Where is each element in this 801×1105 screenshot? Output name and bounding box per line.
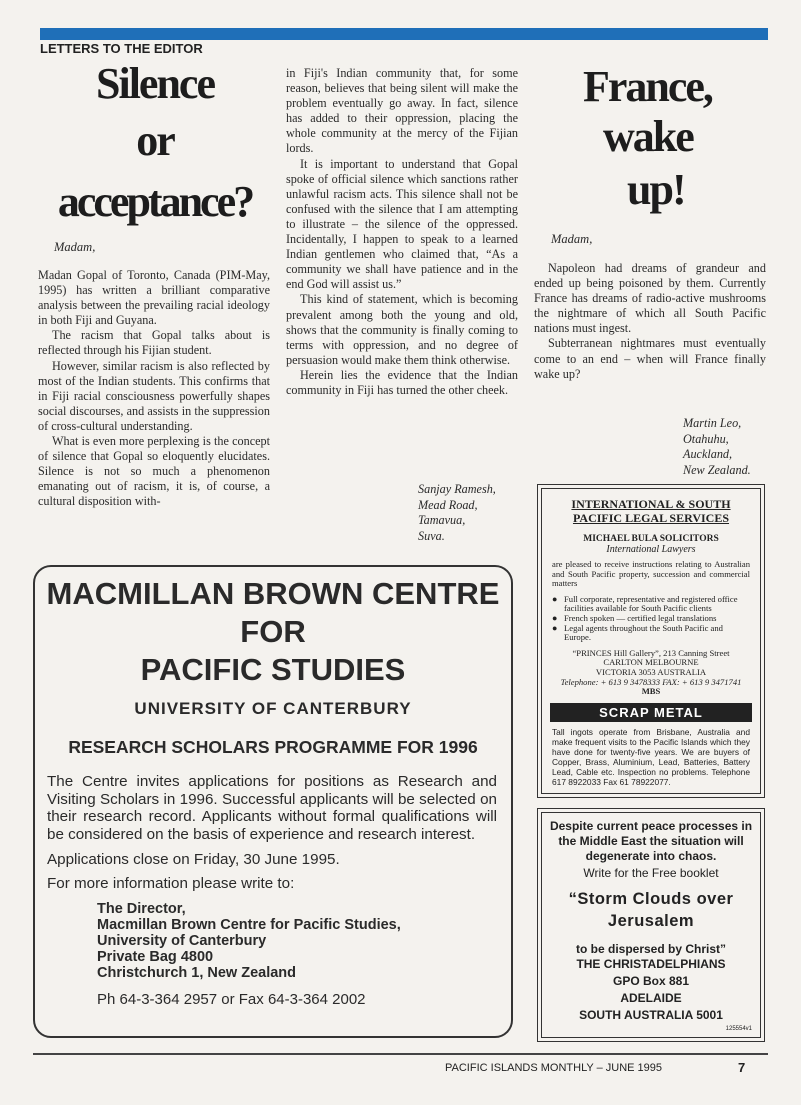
- ad-lead: Despite current peace processes in the Middle East the situation will degenerate into chaos.: [549, 819, 753, 863]
- legal-bullet: ● Full corporate, representative and registered office facilities available for South Pacific clients: [552, 595, 750, 614]
- letter1-column-2: [286, 66, 518, 398]
- letter1-signature: [418, 482, 496, 544]
- legal-address: [552, 649, 750, 697]
- address-line: “PRINCES Hill Gallery”, 213 Canning Street: [572, 647, 730, 658]
- ad-booklet: “Storm Clouds over Jerusalem: [568, 890, 734, 930]
- legal-bullet: ● French spoken — certified legal translations: [552, 614, 750, 624]
- paragraph: The racism that Gopal talks about is reflected through his Fijian student.: [38, 328, 270, 358]
- scrap-metal-title: SCRAP METAL: [550, 703, 752, 722]
- address-line: VICTORIA 3053 AUSTRALIA: [595, 666, 707, 677]
- address-line: Macmillan Brown Centre for Pacific Studies,: [97, 916, 401, 933]
- letter2-salutation: Madam,: [551, 232, 593, 246]
- headline-line: or: [136, 116, 174, 165]
- paragraph: Herein lies the evidence that the Indian community in Fiji has turned the other cheek.: [286, 367, 518, 397]
- signature-line: Tamavua,: [418, 513, 466, 527]
- ad-info: For more information please write to:: [47, 874, 295, 892]
- legal-services-ad: [541, 488, 761, 794]
- mbs-label: MBS: [641, 686, 661, 697]
- contact-line: Telephone: + 613 9 3478333 FAX: + 613 9 3471741: [560, 676, 742, 687]
- letter1-salutation: Madam,: [54, 240, 96, 254]
- ad-city: ADELAIDE: [620, 991, 682, 1005]
- ad-code: 125554v1: [725, 1026, 752, 1032]
- paragraph: What is even more perplexing is the concept of silence that Gopal so eloquently elucidates. Silence is not so much a phenomenon emanating out of racism, it is, of course, a cultural disposition with-: [38, 434, 270, 509]
- paragraph: Subterranean nightmares must eventually come to an end – when will France finally wake up?: [534, 336, 766, 381]
- paragraph: It is important to understand that Gopal spoke of official silence which sanctions rather unlawful racism acts. This silence shall not be confused with the silence that I am attempting to illustrate – the silence of the oppressed. Incidentally, I happen to speak to a learned Indian gentlemen who claimed that, “As a community we shall have patience and in the end God will assist us.”: [286, 156, 518, 292]
- headline-line: Silence: [96, 59, 214, 108]
- paragraph: Napoleon had dreams of grandeur and ended up being poisoned by them. Currently France has dreams of radio-active mushrooms the nightmare of which all South Pacific nations must ingest.: [534, 261, 766, 336]
- macmillan-brown-ad: [33, 565, 513, 1038]
- scrap-metal-body: Tall ingots operate from Brisbane, Australia and make frequent visits to the Pacific Islands which they have done for twenty-five years. We are buyers of Copper, Brass, Aluminium, Lead, Batteries, Battery Lead, Cable etc. Inspection no problems. Telephone 617 8922033 Fax 61 78922077.: [552, 726, 750, 787]
- ad-title-line: FOR: [240, 614, 306, 649]
- footer-rule: [33, 1053, 768, 1055]
- address-line: Private Bag 4800: [97, 948, 214, 965]
- legal-bullets: [552, 595, 750, 643]
- headline-line: France,: [583, 62, 712, 111]
- ad-org: THE CHRISTADELPHIANS: [576, 957, 726, 971]
- paragraph: in Fiji's Indian community that, for some reason, believes that being silent will make the problem eventually go away. In fact, silence has added to their oppression, placing the whole community at the mercy of the Fijian lords.: [286, 66, 518, 156]
- ad-phone: Ph 64-3-364 2957 or Fax 64-3-364 2002: [97, 990, 366, 1008]
- paragraph: This kind of statement, which is becoming prevalent among both the young and old, shows that the community is finally coming to terms with oppression, and no degree of persuasion would make them think otherwise.: [286, 292, 518, 367]
- letter1-column-1: [38, 268, 270, 510]
- address-line: University of Canterbury: [97, 932, 267, 949]
- ad-write: Write for the Free booklet: [583, 866, 719, 880]
- signature-line: New Zealand.: [683, 462, 751, 477]
- signature-line: Suva.: [418, 528, 445, 543]
- top-color-bar: [40, 28, 768, 40]
- ad-title-line: MACMILLAN BROWN CENTRE: [46, 576, 500, 611]
- ad-programme: RESEARCH SCHOLARS PROGRAMME FOR 1996: [68, 737, 478, 757]
- address-line: CARLTON MELBOURNE: [603, 657, 699, 668]
- letter2-headline: [555, 62, 755, 218]
- paragraph: However, similar racism is also reflected by most of the Indian students. This confirms that in Fiji racial consciousness powerfully shapes social discourses, and assists in the suppression of cross-cultural understanding.: [38, 358, 270, 433]
- section-heading: LETTERS TO THE EDITOR: [40, 41, 203, 56]
- headline-line: wake: [603, 112, 693, 161]
- signature-line: Sanjay Ramesh,: [418, 482, 496, 496]
- legal-title: INTERNATIONAL & SOUTH PACIFIC LEGAL SERVICES: [571, 497, 731, 525]
- address-line: The Director,: [97, 900, 186, 917]
- signature-line: Martin Leo,: [683, 416, 742, 430]
- ad-body: The Centre invites applications for positions as Research and Visiting Scholars in 1996. Successful applicants will be selected on their research record. Applicants without formal qualifications will be considered on the basis of experience and research interest.: [47, 773, 497, 843]
- ad-title-line: PACIFIC STUDIES: [140, 652, 406, 687]
- ad-state: SOUTH AUSTRALIA 5001: [579, 1008, 723, 1022]
- footer-publication: PACIFIC ISLANDS MONTHLY – JUNE 1995: [445, 1062, 663, 1074]
- ad-dispersed: to be dispersed by Christ”: [575, 942, 727, 956]
- headline-line: acceptance?: [57, 177, 253, 226]
- legal-intro: are pleased to receive instructions relating to Australian and South Pacific property, succession and commercial matters: [552, 559, 750, 589]
- christadelphians-ad: [541, 812, 761, 1038]
- legal-firm: MICHAEL BULA SOLICITORS: [583, 534, 719, 544]
- letter2-signature: [683, 416, 751, 478]
- ad-university: UNIVERSITY OF CANTERBURY: [134, 699, 412, 718]
- headline-line: up!: [627, 165, 685, 214]
- signature-line: Auckland,: [683, 447, 733, 461]
- ad-address: [97, 901, 511, 981]
- legal-bullet: ● Legal agents throughout the South Pacific and Europe.: [552, 624, 750, 643]
- page-number: 7: [738, 1060, 746, 1075]
- legal-subtitle: International Lawyers: [606, 544, 696, 555]
- paragraph: Madan Gopal of Toronto, Canada (PIM-May, 1995) has written a brilliant comparative analysis between the prevailing racial ideology in both Fiji and Guyana.: [38, 268, 270, 328]
- signature-line: Otahuhu,: [683, 431, 729, 446]
- address-line: Christchurch 1, New Zealand: [97, 964, 297, 981]
- ad-closing: Applications close on Friday, 30 June 1995.: [47, 851, 340, 869]
- letter1-headline: [40, 58, 270, 232]
- letter2-body: [534, 261, 766, 382]
- signature-line: Mead Road,: [418, 497, 478, 512]
- ad-box: GPO Box 881: [612, 974, 690, 988]
